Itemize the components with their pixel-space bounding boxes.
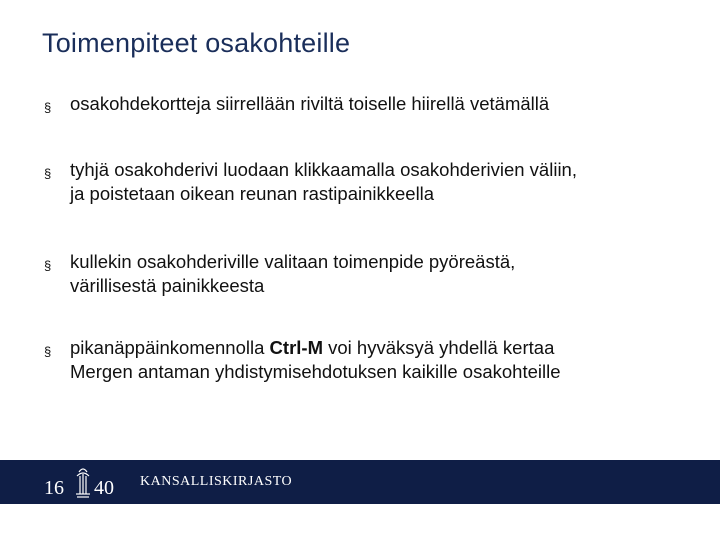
- bullet-marker-icon: §: [44, 166, 52, 181]
- bullet-text-line-2: Mergen antaman yhdistymisehdotuksen kaikille osakohteille: [70, 361, 561, 382]
- library-logo-icon: [42, 464, 124, 500]
- bullet-text-line-1: kullekin osakohderiville valitaan toimenpide pyöreästä,: [70, 251, 516, 272]
- slide-title: Toimenpiteet osakohteille: [42, 28, 351, 58]
- organization-name: KANSALLISKIRJASTO: [140, 474, 293, 489]
- bullet-item: [44, 336, 561, 384]
- bullet-text-part-2: voi hyväksyä yhdellä kertaa: [322, 337, 555, 358]
- bullet-marker-icon: §: [44, 258, 52, 273]
- shortcut-key-text: Ctrl-M: [269, 337, 323, 358]
- logo-emblem: [76, 469, 90, 497]
- bullet-text-line-2: värillisestä painikkeesta: [70, 275, 265, 296]
- bullet-marker-icon: §: [44, 100, 52, 115]
- logo-year-right: 40: [94, 477, 114, 499]
- bullet-text-line-1: tyhjä osakohderivi luodaan klikkaamalla osakohderivien väliin,: [70, 159, 577, 180]
- bullet-item: [44, 250, 515, 298]
- logo-year-left: 16: [44, 477, 64, 499]
- footer-bar: [0, 460, 720, 504]
- bullet-item: [44, 92, 549, 116]
- bullet-text-line-2: ja poistetaan oikean reunan rastipainikkeella: [70, 183, 435, 204]
- bullet-item: [44, 158, 577, 206]
- bullet-marker-icon: §: [44, 344, 52, 359]
- bullet-text-part-1: pikanäppäinkomennolla: [70, 337, 270, 358]
- bullet-text: osakohdekortteja siirrellään riviltä toiselle hiirellä vetämällä: [70, 93, 550, 114]
